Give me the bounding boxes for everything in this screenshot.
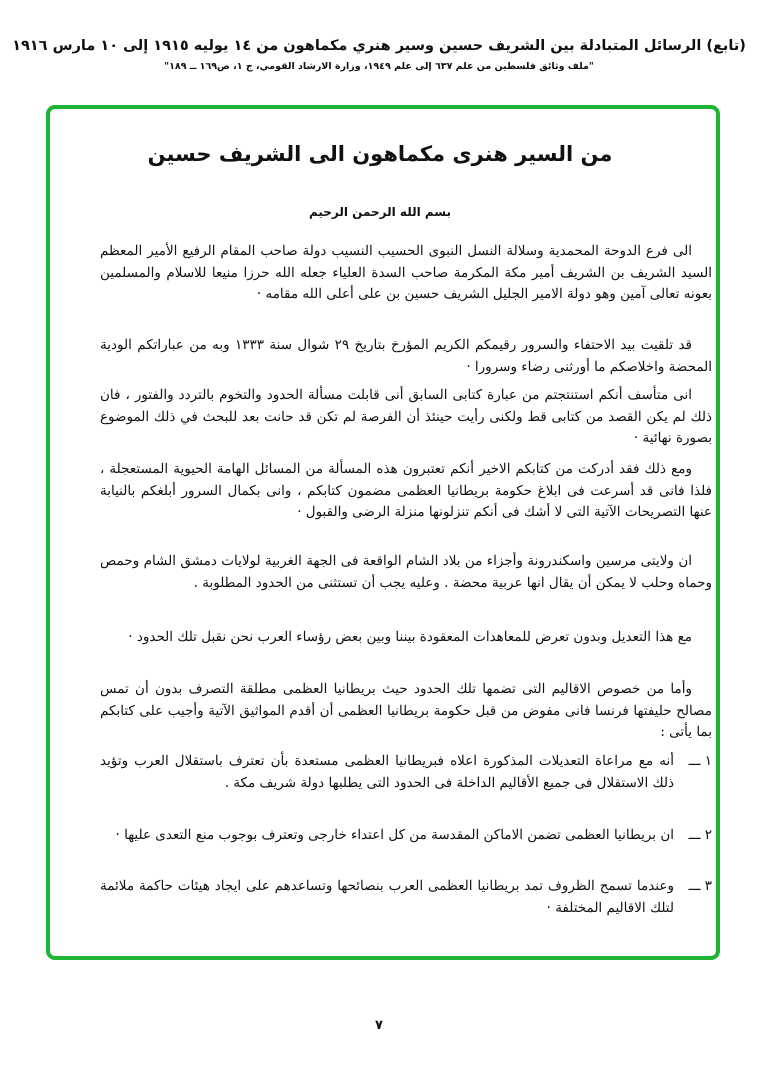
list-item-text: أنه مع مراعاة التعديلات المذكورة اعلاه فبريطانيا العظمى مستعدة بأن تعترف باستقلال العرب وتؤيد ذلك الاستقلال فى جميع الأقاليم الداخلة فى الحدود التى يطلبها دولة شريف مكة . (100, 753, 674, 791)
list-item-2 (100, 825, 712, 847)
paragraph-text: ان ولايتى مرسين واسكندرونة وأجزاء من بلاد الشام الواقعة فى الجهة الغربية لولايات دمشق الشام وحمص وحماه وحلب لا يمكن أن يقال انها عربية محضة . وعليه يجب أن تستثنى من الحدود المطلوبة . (100, 553, 712, 591)
letter-title: من السير هنرى مكماهون الى الشريف حسين (147, 142, 613, 166)
paragraph-text: مع هذا التعديل وبدون تعرض للمعاهدات المعقودة بيننا وبين بعض رؤساء العرب نحن نقبل تلك الحدود · (128, 629, 692, 645)
page-header (0, 36, 758, 75)
list-item-number: ٣ ـــ (688, 878, 712, 894)
paragraph-text: الى فرع الدوحة المحمدية وسلالة النسل النبوى الحسيب النسيب دولة صاحب المقام الرفيع الأمير المعظم السيد الشريف بن الشريف أمير مكة المكرمة صاحب السدة العلياء جعله الله حرزا منيعا للاسلام والمسلمين بعونه تعالى آمين وهو دولة الامير الجليل الشريف حسين بن على أعلى الله مقامه · (100, 243, 712, 302)
header-source-citation: "ملف وثائق فلسطين من علم ٦٣٧ إلى علم ١٩٤٩، وزارة الارشاد القومي، ج ١، ص١٦٩ ــ ١٨٩" (164, 61, 594, 72)
list-item-3 (100, 876, 712, 919)
paragraph-acceptance (100, 627, 712, 649)
paragraph-text: ومع ذلك فقد أدركت من كتابكم الاخير أنكم تعتبرون هذه المسألة من المسائل الهامة الحيوية المستعجلة ، فلذا فانى قد أسرعت فى ابلاغ حكومة بريطانيا العظمى مضمون كتابكم ، وانى بكمال السرور أبلغكم بالنيابة عنها التصريحات الآتية التى لا أشك فى أنكم تنزلونها منزلة الرضى والقبول · (100, 461, 712, 520)
paragraph-exclusions (100, 551, 712, 594)
list-item-1 (100, 751, 712, 794)
paragraph-text: قد تلقيت بيد الاحتفاء والسرور رقيمكم الكريم المؤرخ بتاريخ ٢٩ شوال سنة ١٣٣٣ وبه من عباراتكم الودية المحضة واخلاصكم ما أورثنى رضاء وسرورا · (100, 337, 712, 375)
list-item-text: ان بريطانيا العظمى تضمن الاماكن المقدسة من كل اعتداء خارجى وتعترف بوجوب منع التعدى عليها · (115, 827, 674, 843)
list-item-text: وعندما تسمح الظروف تمد بريطانيا العظمى العرب بنصائحها وتساعدهم على ايجاد هيئات حاكمة ملائمة لتلك الاقاليم المختلفة · (100, 878, 674, 916)
list-item-number: ٢ ـــ (688, 827, 712, 843)
paragraph-text: وأما من خصوص الاقاليم التى تضمها تلك الحدود حيث بريطانيا العظمى مطلقة التصرف بدون أن تمس مصالح حليفتها فرنسا فانى مفوض من قبل حكومة بريطانيا العظمى أن أقدم المواثيق الآتية وأجيب على كتابكم بما يأتى : (100, 681, 712, 740)
basmala: بسم الله الرحمن الرحيم (308, 205, 452, 219)
paragraph-regret (100, 385, 712, 450)
paragraph-declarations (100, 459, 712, 524)
paragraph-territories (100, 679, 712, 744)
list-item-number: ١ ـــ (688, 753, 712, 769)
page-number: ٧ (375, 1018, 383, 1033)
paragraph-text: انى متأسف أنكم استنتجتم من عبارة كتابى السابق أنى قابلت مسألة الحدود والتخوم بالتردد والفتور ، فان ذلك لم يكن القصد من كتابى قط ولكنى رأيت حينئذ أن الفرصة لم تكن قد حانت بعد للبحث في ذلك الموضوع بصورة نهائية · (100, 387, 712, 446)
paragraph-salutation (100, 241, 712, 306)
header-title: (تابع) الرسائل المتبادلة بين الشريف حسين وسير هنري مكماهون من ١٤ يوليه ١٩١٥ إلى ١٠ مارس ١٩١٦ (12, 38, 746, 54)
paragraph-acknowledgement (100, 335, 712, 378)
